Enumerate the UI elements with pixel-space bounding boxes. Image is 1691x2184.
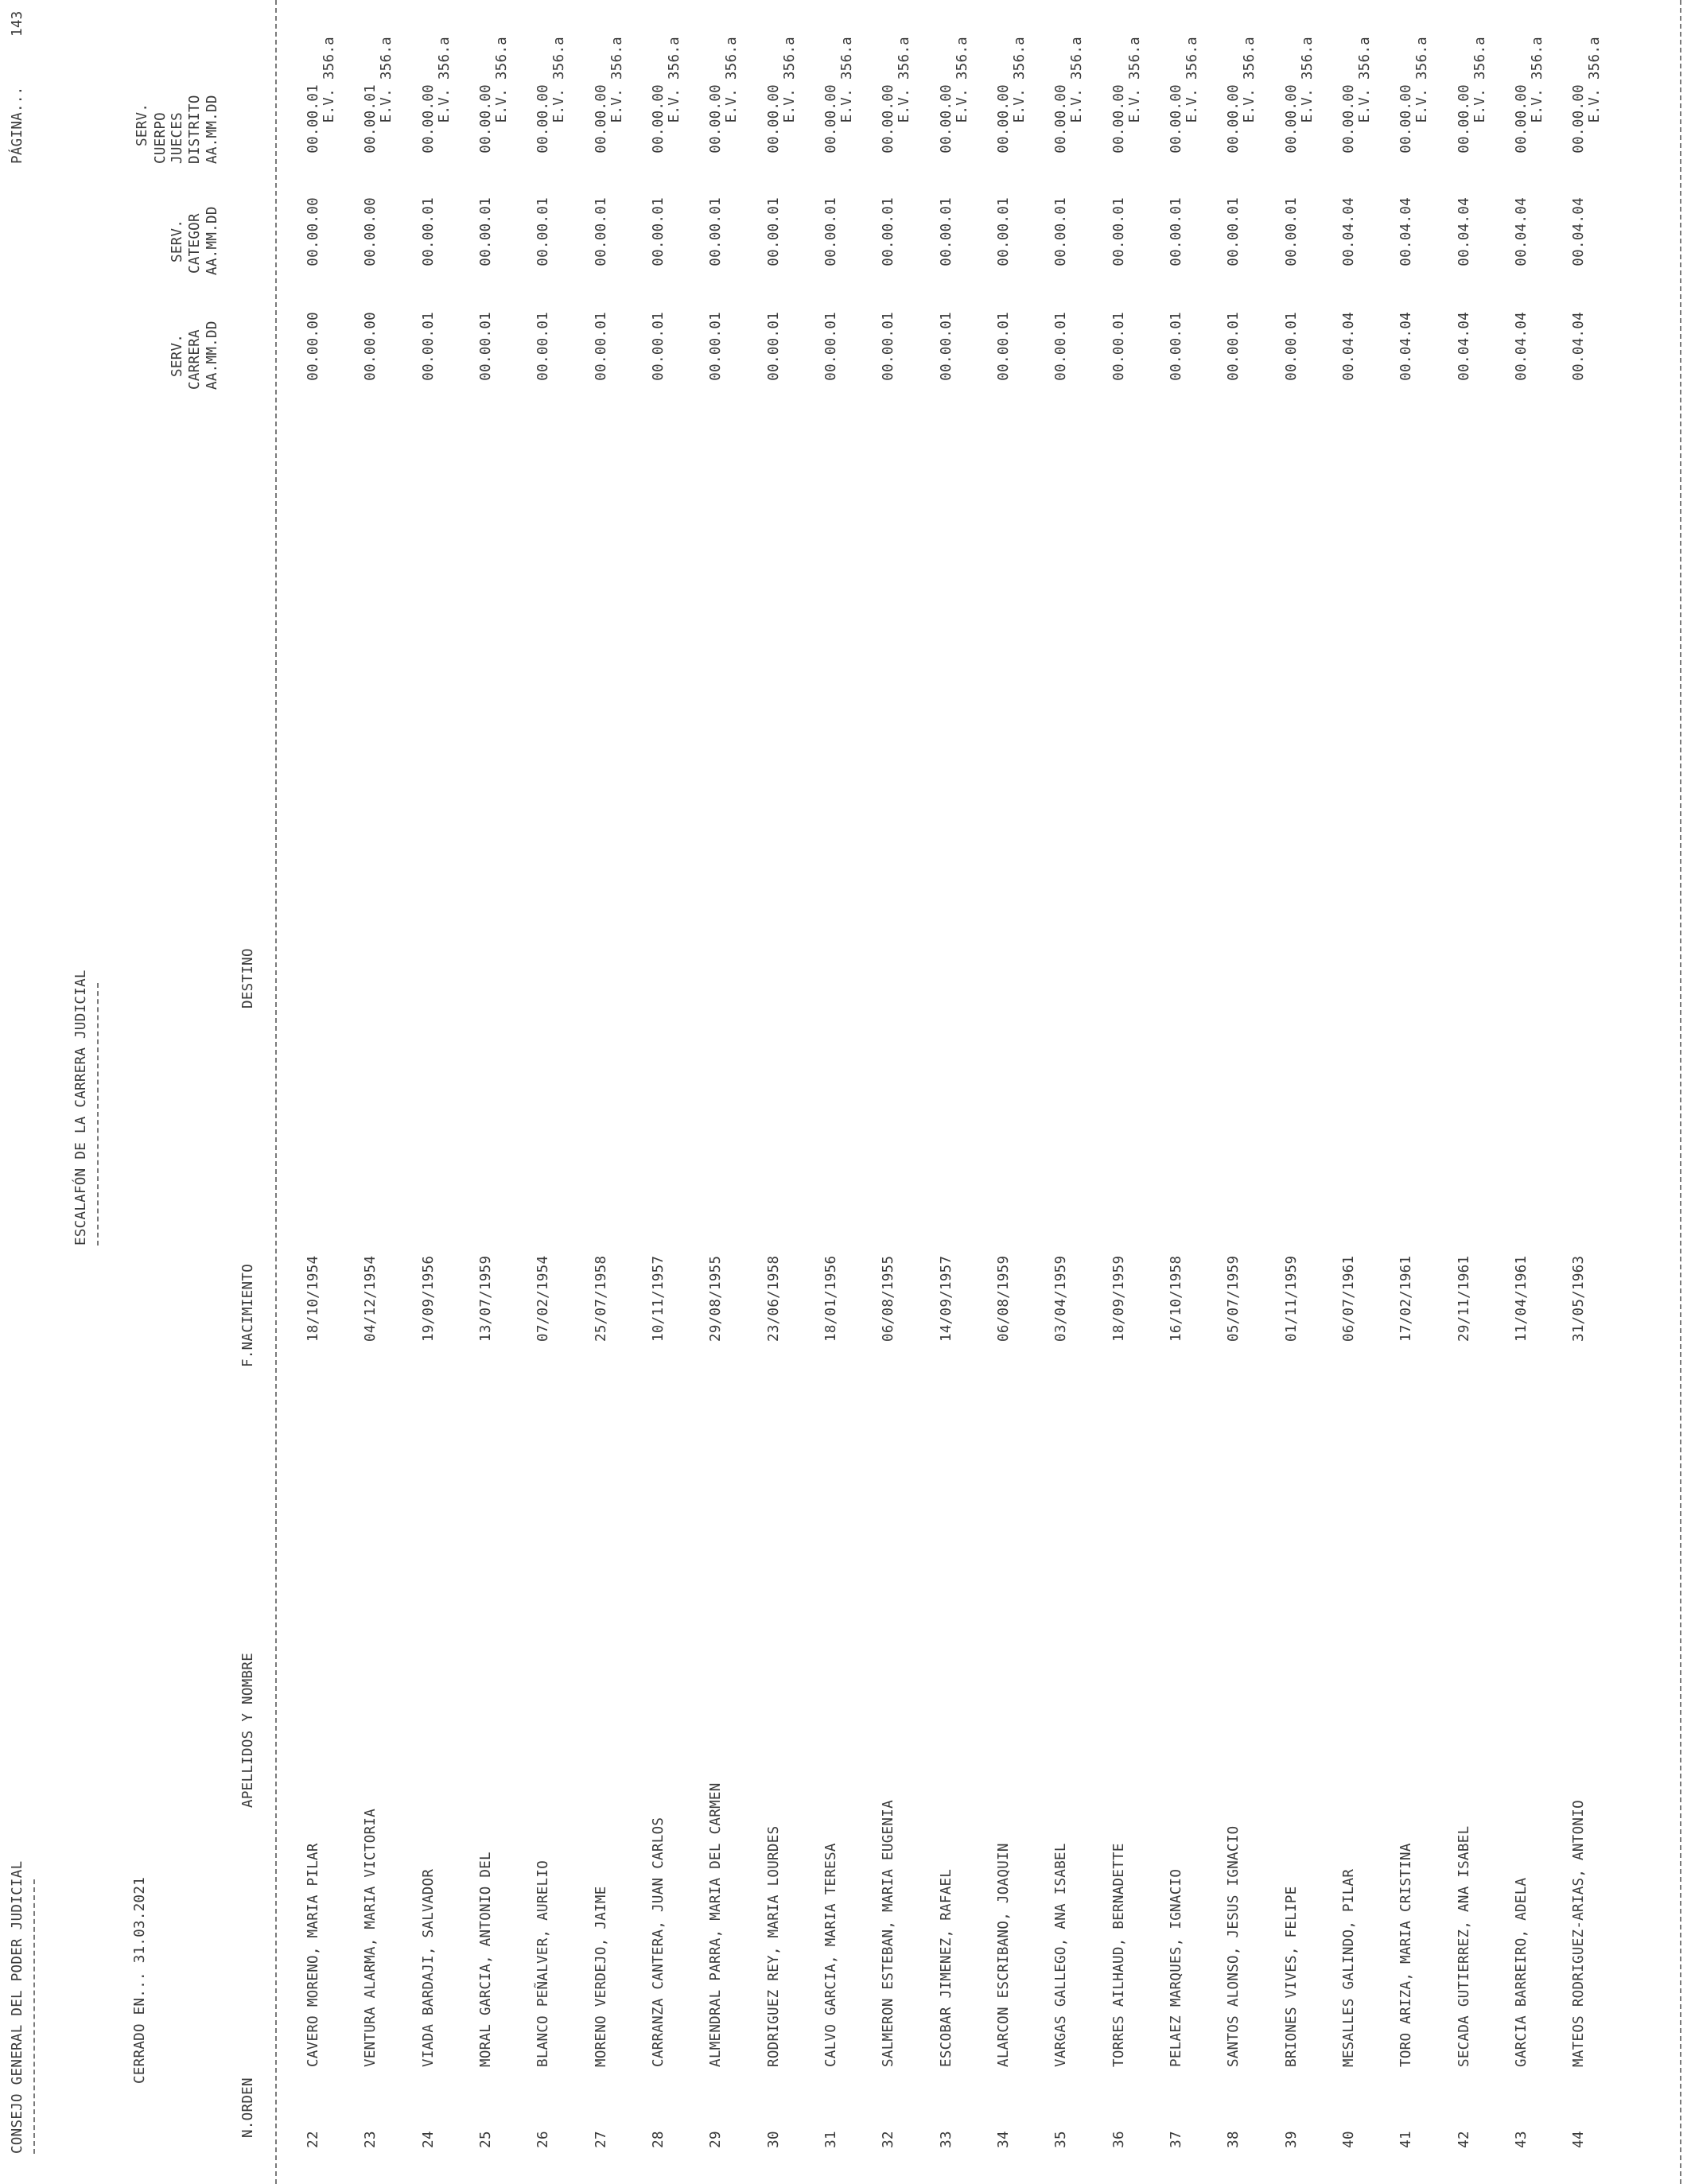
note-cell: E.V. 356.a <box>1357 37 1373 123</box>
name-cell: SALMERON ESTEBAN, MARIA EUGENIA <box>880 1800 896 2067</box>
org-title: CONSEJO GENERAL DEL PODER JUDICIAL <box>10 1860 25 2154</box>
birth-cell: 23/06/1958 <box>766 1255 782 1342</box>
birth-cell: 19/09/1956 <box>421 1255 437 1342</box>
birth-cell: 18/09/1959 <box>1111 1255 1127 1342</box>
note-cell: E.V. 356.a <box>321 37 337 123</box>
table-row <box>768 0 796 2184</box>
birth-cell: 06/08/1955 <box>880 1255 896 1342</box>
name-cell: MATEOS RODRIGUEZ-ARIAS, ANTONIO <box>1571 1800 1587 2067</box>
note-cell: E.V. 356.a <box>609 37 625 123</box>
page-label: PÁGINA... <box>10 86 25 164</box>
name-cell: CAVERO MORENO, MARIA PILAR <box>305 1843 321 2067</box>
carrera-cell: 00.04.04 <box>1341 312 1357 381</box>
distrito-cell: 00.00.00 <box>1226 84 1242 154</box>
carrera-cell: 00.00.01 <box>1226 312 1242 381</box>
orden-cell: 40 <box>1341 2131 1357 2148</box>
categor-cell: 00.04.04 <box>1514 197 1530 266</box>
table-row <box>1113 0 1141 2184</box>
distrito-cell: 00.00.00 <box>421 84 437 154</box>
birth-cell: 04/12/1954 <box>363 1255 379 1342</box>
categor-cell: 00.04.04 <box>1456 197 1472 266</box>
name-cell: RODRIGUEZ REY, MARIA LOURDES <box>766 1825 782 2067</box>
carrera-cell: 00.00.01 <box>880 312 896 381</box>
categor-cell: 00.00.01 <box>766 197 782 266</box>
note-cell: E.V. 356.a <box>551 37 567 123</box>
carrera-cell: 00.00.01 <box>996 312 1012 381</box>
col-carrera-l3: AA.MM.DD <box>204 321 220 390</box>
categor-cell: 00.00.00 <box>305 197 321 266</box>
carrera-cell: 00.00.01 <box>1053 312 1069 381</box>
table-row <box>1285 0 1314 2184</box>
carrera-cell: 00.00.01 <box>593 312 609 381</box>
orden-cell: 29 <box>708 2131 724 2148</box>
distrito-cell: 00.00.00 <box>1168 84 1184 154</box>
col-orden: N.ORDEN <box>240 2077 256 2138</box>
carrera-cell: 00.00.01 <box>708 312 724 381</box>
note-cell: E.V. 356.a <box>1242 37 1258 123</box>
distrito-cell: 00.00.00 <box>823 84 839 154</box>
note-cell: E.V. 356.a <box>1184 37 1200 123</box>
categor-cell: 00.00.01 <box>823 197 839 266</box>
col-distrito-l1: SERV. <box>134 103 150 146</box>
right-rule <box>1680 0 1681 2184</box>
birth-cell: 06/08/1959 <box>996 1255 1012 1342</box>
categor-cell: 00.00.01 <box>535 197 551 266</box>
distrito-cell: 00.00.00 <box>1571 84 1587 154</box>
note-cell: E.V. 356.a <box>896 37 912 123</box>
distrito-cell: 00.00.00 <box>880 84 896 154</box>
orden-cell: 33 <box>939 2131 954 2148</box>
name-cell: ALARCON ESCRIBANO, JOAQUIN <box>996 1843 1012 2067</box>
orden-cell: 37 <box>1168 2131 1184 2148</box>
col-categor-l1: SERV. <box>169 219 185 262</box>
name-cell: PELAEZ MARQUES, IGNACIO <box>1168 1868 1184 2067</box>
categor-cell: 00.00.01 <box>708 197 724 266</box>
document-title: ESCALAFÓN DE LA CARRERA JUDICIAL <box>73 970 89 1246</box>
carrera-cell: 00.00.01 <box>823 312 839 381</box>
col-carrera-l1: SERV. <box>169 333 185 377</box>
orden-cell: 42 <box>1456 2131 1472 2148</box>
carrera-cell: 00.00.01 <box>766 312 782 381</box>
birth-cell: 10/11/1957 <box>651 1255 667 1342</box>
table-row <box>825 0 853 2184</box>
table-row <box>997 0 1026 2184</box>
orden-cell: 35 <box>1053 2131 1069 2148</box>
table-row <box>1400 0 1429 2184</box>
note-cell: E.V. 356.a <box>1530 37 1545 123</box>
col-nacimiento: F.NACIMIENTO <box>240 1263 256 1367</box>
note-cell: E.V. 356.a <box>1587 37 1603 123</box>
categor-cell: 00.00.01 <box>1226 197 1242 266</box>
table-row <box>652 0 681 2184</box>
orden-cell: 26 <box>535 2131 551 2148</box>
birth-cell: 01/11/1959 <box>1284 1255 1300 1342</box>
col-distrito-l5: AA.MM.DD <box>204 95 220 164</box>
table-row <box>882 0 911 2184</box>
orden-cell: 23 <box>363 2131 379 2148</box>
note-cell: E.V. 356.a <box>1472 37 1488 123</box>
birth-cell: 18/01/1956 <box>823 1255 839 1342</box>
distrito-cell: 00.00.00 <box>651 84 667 154</box>
table-row <box>480 0 508 2184</box>
distrito-cell: 00.00.00 <box>478 84 494 154</box>
col-distrito-l3: JUECES <box>169 111 185 164</box>
birth-cell: 29/08/1955 <box>708 1255 724 1342</box>
distrito-cell: 00.00.01 <box>305 84 321 154</box>
birth-cell: 25/07/1958 <box>593 1255 609 1342</box>
name-cell: BLANCO PEÑALVER, AURELIO <box>535 1860 551 2067</box>
note-cell: E.V. 356.a <box>494 37 510 123</box>
categor-cell: 00.00.01 <box>651 197 667 266</box>
name-cell: CALVO GARCIA, MARIA TERESA <box>823 1843 839 2067</box>
name-cell: TORO ARIZA, MARIA CRISTINA <box>1398 1843 1414 2067</box>
carrera-cell: 00.00.01 <box>535 312 551 381</box>
birth-cell: 14/09/1957 <box>939 1255 954 1342</box>
birth-cell: 03/04/1959 <box>1053 1255 1069 1342</box>
name-cell: ALMENDRAL PARRA, MARIA DEL CARMEN <box>708 1782 724 2067</box>
note-cell: E.V. 356.a <box>1069 37 1085 123</box>
carrera-cell: 00.00.01 <box>651 312 667 381</box>
birth-cell: 31/05/1963 <box>1571 1255 1587 1342</box>
name-cell: BRIONES VIVES, FELIPE <box>1284 1886 1300 2067</box>
orden-cell: 32 <box>880 2131 896 2148</box>
name-cell: MORAL GARCIA, ANTONIO DEL <box>478 1852 494 2067</box>
table-row <box>940 0 969 2184</box>
orden-cell: 34 <box>996 2131 1012 2148</box>
orden-cell: 27 <box>593 2131 609 2148</box>
orden-cell: 41 <box>1398 2131 1414 2148</box>
col-destino: DESTINO <box>240 948 256 1008</box>
header-separator <box>275 0 277 2184</box>
categor-cell: 00.04.04 <box>1571 197 1587 266</box>
distrito-cell: 00.00.01 <box>363 84 379 154</box>
table-row <box>307 0 336 2184</box>
birth-cell: 18/10/1954 <box>305 1255 321 1342</box>
distrito-cell: 00.00.00 <box>1053 84 1069 154</box>
title-underline <box>97 983 99 1246</box>
orden-cell: 30 <box>766 2131 782 2148</box>
orden-cell: 44 <box>1571 2131 1587 2148</box>
carrera-cell: 00.00.01 <box>421 312 437 381</box>
table-row <box>1343 0 1371 2184</box>
table-row <box>1515 0 1544 2184</box>
carrera-cell: 00.00.01 <box>939 312 954 381</box>
distrito-cell: 00.00.00 <box>708 84 724 154</box>
categor-cell: 00.00.01 <box>880 197 896 266</box>
distrito-cell: 00.00.00 <box>1398 84 1414 154</box>
orden-cell: 24 <box>421 2131 437 2148</box>
note-cell: E.V. 356.a <box>1012 37 1028 123</box>
categor-cell: 00.00.01 <box>421 197 437 266</box>
col-nombre: APELLIDOS Y NOMBRE <box>240 1652 256 1808</box>
note-cell: E.V. 356.a <box>782 37 798 123</box>
categor-cell: 00.00.01 <box>1053 197 1069 266</box>
note-cell: E.V. 356.a <box>437 37 453 123</box>
table-row <box>709 0 738 2184</box>
categor-cell: 00.00.01 <box>1111 197 1127 266</box>
name-cell: MESALLES GALINDO, PILAR <box>1341 1868 1357 2067</box>
distrito-cell: 00.00.00 <box>593 84 609 154</box>
note-cell: E.V. 356.a <box>724 37 740 123</box>
table-row <box>1458 0 1487 2184</box>
table-row <box>537 0 566 2184</box>
carrera-cell: 00.00.01 <box>1168 312 1184 381</box>
table-row <box>422 0 451 2184</box>
birth-cell: 07/02/1954 <box>535 1255 551 1342</box>
birth-cell: 13/07/1959 <box>478 1255 494 1342</box>
col-categor-l2: CATEGOR <box>187 213 203 274</box>
note-cell: E.V. 356.a <box>379 37 395 123</box>
closed-date: CERRADO EN... 31.03.2021 <box>132 1876 148 2084</box>
categor-cell: 00.00.01 <box>939 197 954 266</box>
birth-cell: 05/07/1959 <box>1226 1255 1242 1342</box>
name-cell: VARGAS GALLEGO, ANA ISABEL <box>1053 1843 1069 2067</box>
table-row <box>1227 0 1256 2184</box>
col-carrera-l2: CARRERA <box>187 329 203 390</box>
table-row <box>1170 0 1199 2184</box>
distrito-cell: 00.00.00 <box>1111 84 1127 154</box>
birth-cell: 06/07/1961 <box>1341 1255 1357 1342</box>
note-cell: E.V. 356.a <box>667 37 682 123</box>
page-number: 143 <box>10 10 25 37</box>
table-row <box>1055 0 1083 2184</box>
carrera-cell: 00.00.00 <box>363 312 379 381</box>
birth-cell: 29/11/1961 <box>1456 1255 1472 1342</box>
orden-cell: 36 <box>1111 2131 1127 2148</box>
categor-cell: 00.00.01 <box>1284 197 1300 266</box>
name-cell: VIADA BARDAJI, SALVADOR <box>421 1868 437 2067</box>
carrera-cell: 00.04.04 <box>1571 312 1587 381</box>
birth-cell: 17/02/1961 <box>1398 1255 1414 1342</box>
note-cell: E.V. 356.a <box>1127 37 1143 123</box>
note-cell: E.V. 356.a <box>1414 37 1430 123</box>
carrera-cell: 00.00.01 <box>1284 312 1300 381</box>
categor-cell: 00.04.04 <box>1341 197 1357 266</box>
orden-cell: 43 <box>1514 2131 1530 2148</box>
categor-cell: 00.00.00 <box>363 197 379 266</box>
col-distrito-l4: DISTRITO <box>187 95 203 164</box>
note-cell: E.V. 356.a <box>1300 37 1316 123</box>
note-cell: E.V. 356.a <box>839 37 855 123</box>
categor-cell: 00.00.01 <box>478 197 494 266</box>
distrito-cell: 00.00.00 <box>1341 84 1357 154</box>
table-row <box>1572 0 1601 2184</box>
name-cell: SANTOS ALONSO, JESUS IGNACIO <box>1226 1825 1242 2067</box>
name-cell: MORENO VERDEJO, JAIME <box>593 1886 609 2067</box>
orden-cell: 28 <box>651 2131 667 2148</box>
orden-cell: 25 <box>478 2131 494 2148</box>
orden-cell: 39 <box>1284 2131 1300 2148</box>
carrera-cell: 00.04.04 <box>1398 312 1414 381</box>
distrito-cell: 00.00.00 <box>996 84 1012 154</box>
distrito-cell: 00.00.00 <box>1514 84 1530 154</box>
birth-cell: 11/04/1961 <box>1514 1255 1530 1342</box>
carrera-cell: 00.04.04 <box>1514 312 1530 381</box>
name-cell: SECADA GUTIERREZ, ANA ISABEL <box>1456 1825 1472 2067</box>
name-cell: GARCIA BARREIRO, ADELA <box>1514 1877 1530 2067</box>
table-row <box>364 0 393 2184</box>
distrito-cell: 00.00.00 <box>1284 84 1300 154</box>
carrera-cell: 00.04.04 <box>1456 312 1472 381</box>
birth-cell: 16/10/1958 <box>1168 1255 1184 1342</box>
orden-cell: 31 <box>823 2131 839 2148</box>
distrito-cell: 00.00.00 <box>535 84 551 154</box>
orden-cell: 38 <box>1226 2131 1242 2148</box>
distrito-cell: 00.00.00 <box>939 84 954 154</box>
name-cell: TORRES AILHAUD, BERNADETTE <box>1111 1843 1127 2067</box>
categor-cell: 00.00.01 <box>593 197 609 266</box>
name-cell: CARRANZA CANTERA, JUAN CARLOS <box>651 1817 667 2067</box>
categor-cell: 00.00.01 <box>996 197 1012 266</box>
col-distrito-l2: CUERPO <box>153 111 169 164</box>
name-cell: ESCOBAR JIMENEZ, RAFAEL <box>939 1868 954 2067</box>
categor-cell: 00.04.04 <box>1398 197 1414 266</box>
col-categor-l3: AA.MM.DD <box>204 206 220 275</box>
categor-cell: 00.00.01 <box>1168 197 1184 266</box>
carrera-cell: 00.00.01 <box>1111 312 1127 381</box>
carrera-cell: 00.00.00 <box>305 312 321 381</box>
note-cell: E.V. 356.a <box>954 37 970 123</box>
table-row <box>595 0 624 2184</box>
distrito-cell: 00.00.00 <box>766 84 782 154</box>
distrito-cell: 00.00.00 <box>1456 84 1472 154</box>
org-underline <box>33 1879 35 2154</box>
carrera-cell: 00.00.01 <box>478 312 494 381</box>
orden-cell: 22 <box>305 2131 321 2148</box>
name-cell: VENTURA ALARMA, MARIA VICTORIA <box>363 1808 379 2067</box>
